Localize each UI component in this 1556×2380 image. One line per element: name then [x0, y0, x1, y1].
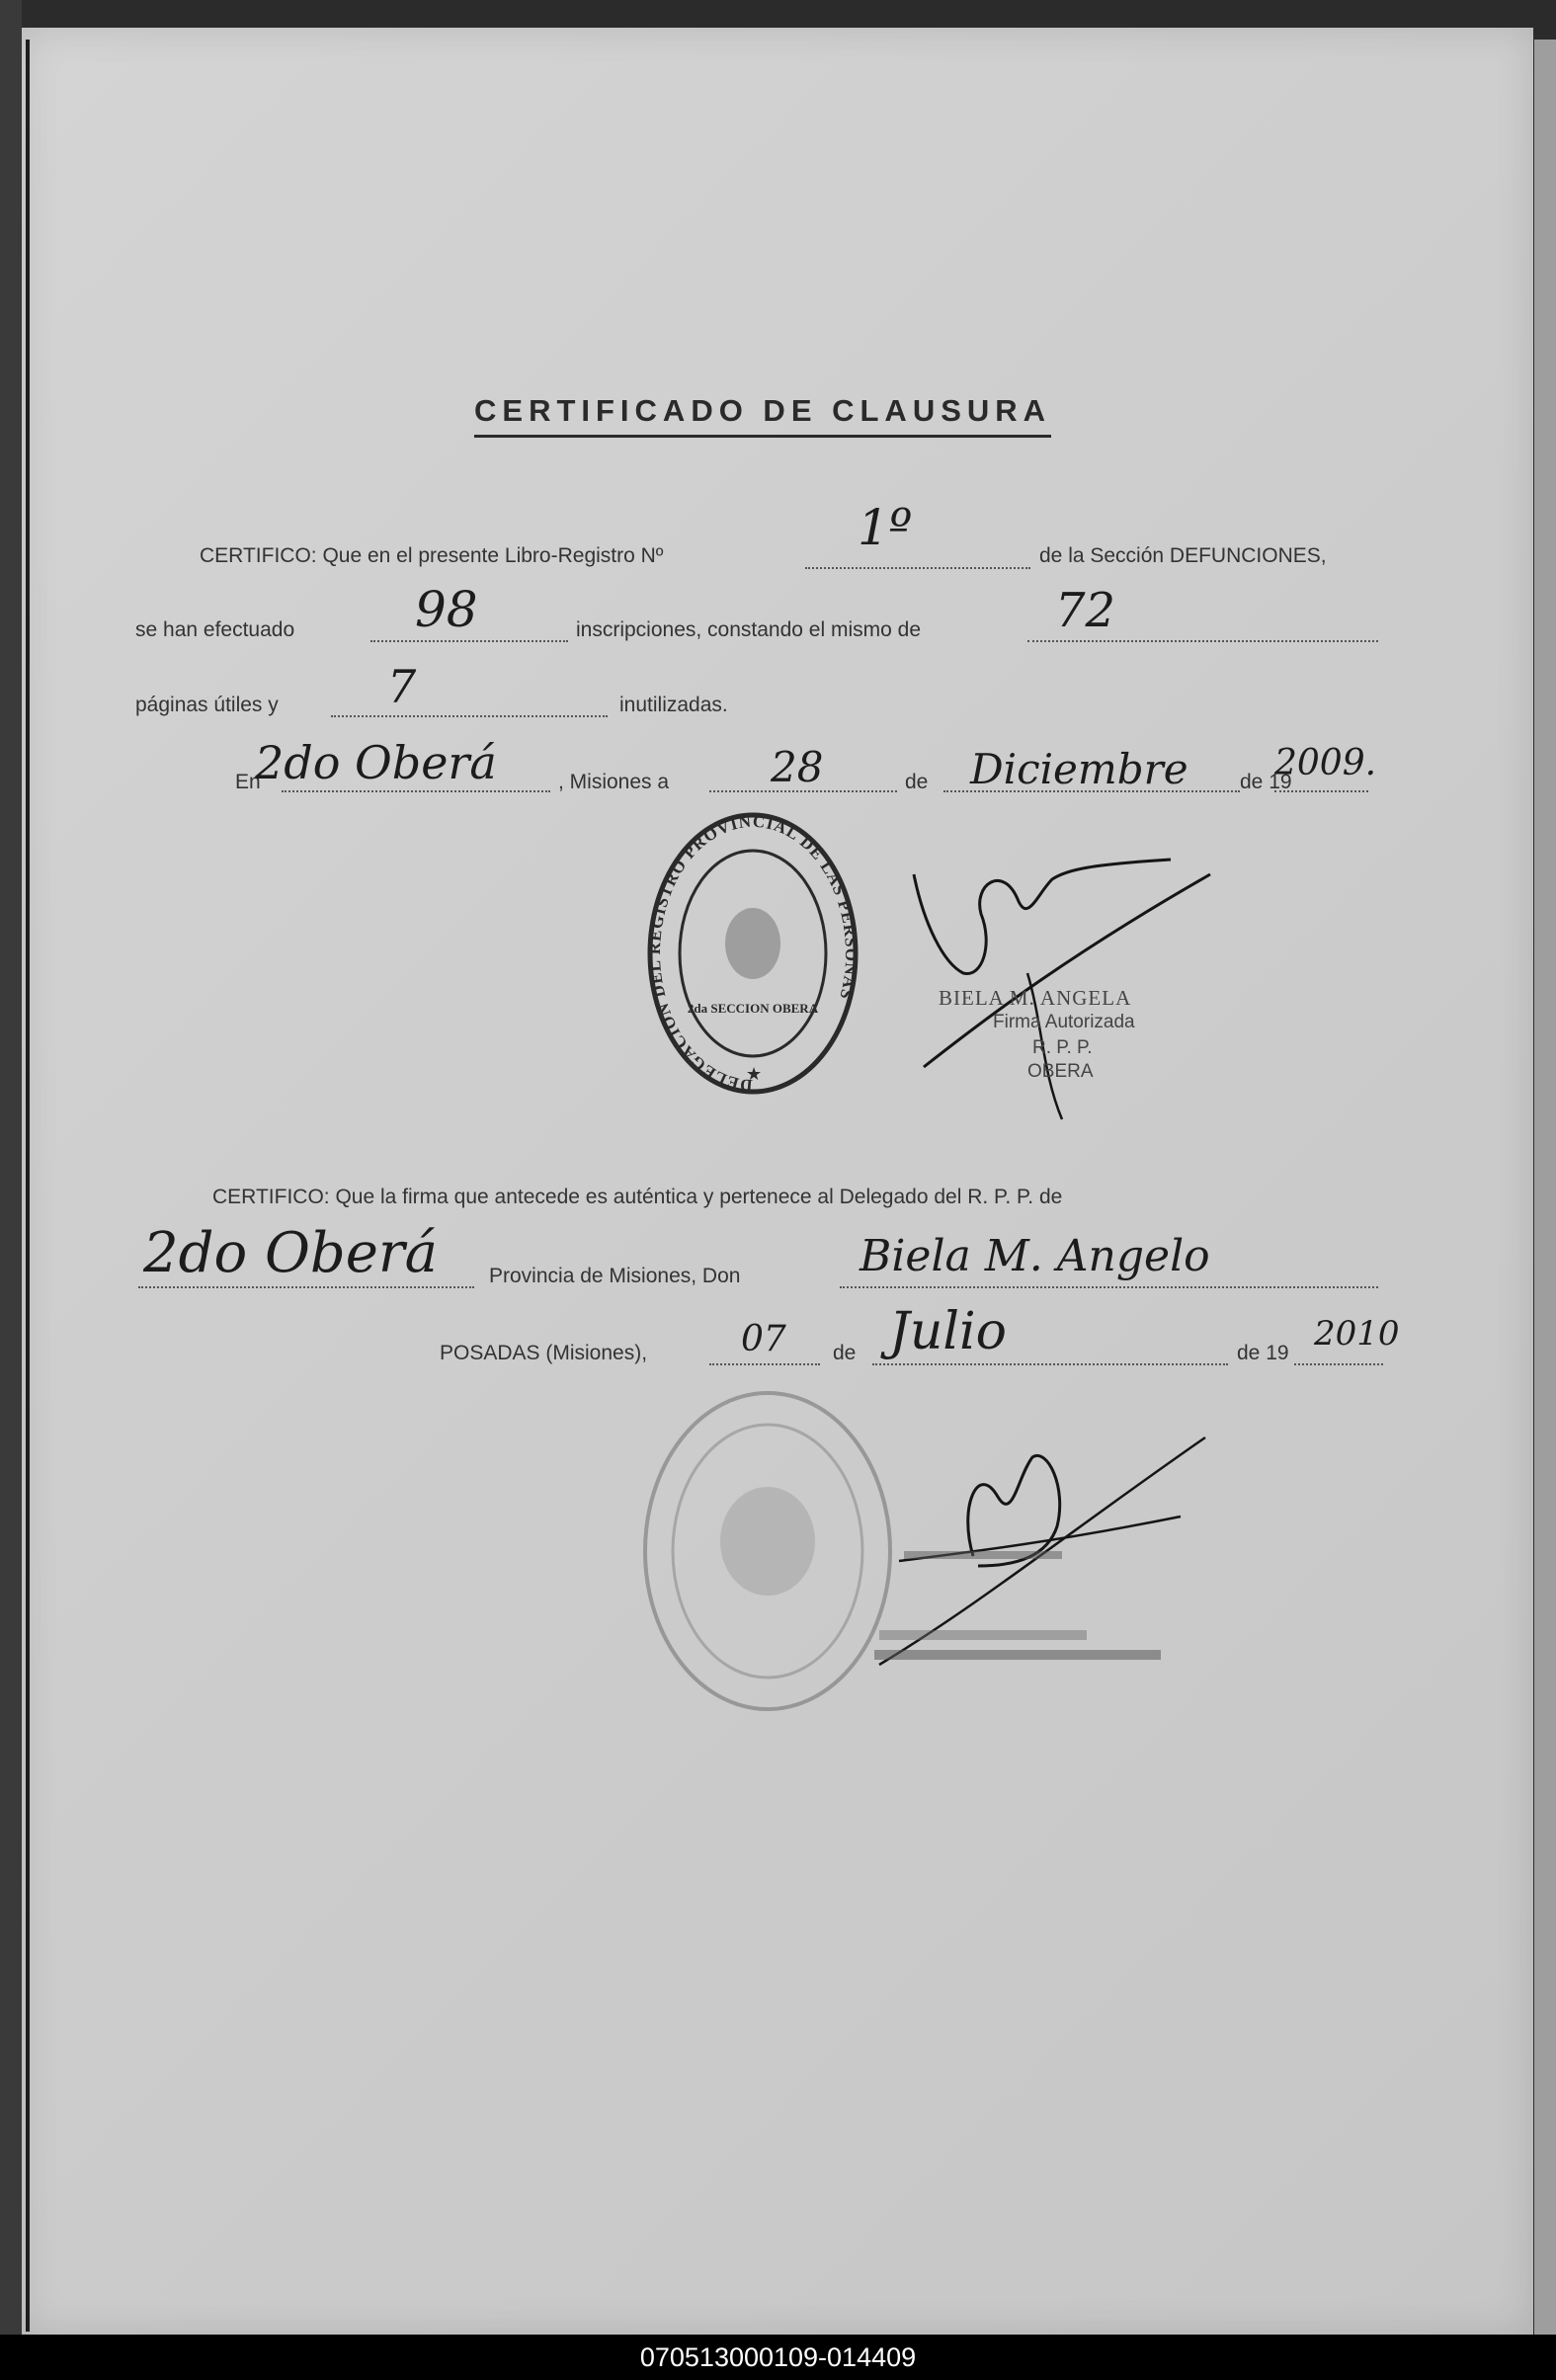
block1-line3-prefix: páginas útiles y: [135, 694, 279, 716]
fill-line-inscripciones: [370, 640, 568, 642]
scan-code: 070513000109-014409: [639, 2342, 917, 2372]
book-spine-line: [26, 40, 30, 2332]
document-page: [22, 28, 1533, 2335]
handwritten-nombre: Biela M. Angelo: [860, 1231, 1210, 1281]
handwritten-lugar: 2do Oberá: [255, 736, 497, 789]
block1-line1-suffix: de la Sección DEFUNCIONES,: [1039, 544, 1327, 567]
handwritten-lugar-2: 2do Oberá: [143, 1221, 439, 1285]
block2-line2-middle: Provincia de Misiones, Don: [489, 1265, 741, 1287]
fill-line-paginas: [1027, 640, 1378, 642]
block2-line3-prefix: POSADAS (Misiones),: [440, 1342, 648, 1364]
signature1-org: R. P. P.: [1032, 1037, 1093, 1058]
handwritten-dia: 28: [771, 743, 824, 791]
handwritten-libro-number: 1º: [858, 499, 913, 556]
handwritten-inutilizadas: 7: [387, 660, 417, 713]
block2-line3-de19: de 19: [1237, 1342, 1289, 1364]
block1-line1-prefix: CERTIFICO: Que en el presente Libro-Registro Nº: [200, 544, 664, 567]
handwritten-dia-2: 07: [741, 1319, 786, 1359]
handwritten-anio-2: 2010: [1314, 1314, 1400, 1354]
fill-line-libro: [805, 567, 1030, 569]
seal-outer-text: DELEGACION DEL REGISTRO PROVINCIAL DE LAS PERSONAS: [644, 811, 861, 1096]
document-title: CERTIFICADO DE CLAUSURA: [474, 393, 1051, 438]
handwritten-anio: 2009.: [1274, 743, 1377, 783]
scan-footer-bar: [0, 2335, 1556, 2380]
handwritten-mes-2: Julio: [889, 1302, 1007, 1361]
fill-line-mes-2: [872, 1363, 1228, 1365]
fill-line-lugar: [282, 790, 550, 792]
fill-line-lugar-2: [138, 1286, 474, 1288]
block1-line4-de: de: [905, 771, 929, 793]
fill-line-anio: [1274, 790, 1368, 792]
signature1-place: OBERA: [1027, 1061, 1094, 1082]
scan-left-edge: [0, 0, 22, 2335]
fill-line-inutilizadas: [331, 715, 608, 717]
signature1-name: BIELA M. ANGELA: [939, 986, 1132, 1010]
block1-line4-misiones: , Misiones a: [558, 771, 670, 793]
block1-line4-prefix: En: [235, 771, 261, 793]
block1-line2-middle: inscripciones, constando el mismo de: [576, 618, 922, 641]
scan-right-edge: [1534, 40, 1556, 2335]
seal-inner-text: 2da SECCION OBERA: [687, 1001, 819, 1016]
block1-line4-de19: de 19: [1240, 771, 1292, 793]
fill-line-nombre: [840, 1286, 1378, 1288]
handwritten-inscripciones: 98: [415, 581, 478, 638]
svg-text:★: ★: [746, 1064, 763, 1084]
fill-line-dia-2: [709, 1363, 820, 1365]
block1-line3-suffix: inutilizadas.: [619, 694, 728, 716]
signature1-role: Firma Autorizada: [993, 1012, 1135, 1032]
registro-seal-stamp: [642, 805, 864, 1102]
signature-scribble-2: [860, 1418, 1215, 1675]
handwritten-mes: Diciembre: [970, 745, 1188, 793]
block1-line2-prefix: se han efectuado: [135, 618, 295, 641]
fill-line-anio-2: [1294, 1363, 1383, 1365]
handwritten-paginas: 72: [1055, 583, 1116, 638]
block2-line1: CERTIFICO: Que la firma que antecede es auténtica y pertenece al Delegado del R. P. P. de: [212, 1186, 1063, 1208]
block2-line3-de: de: [833, 1342, 857, 1364]
